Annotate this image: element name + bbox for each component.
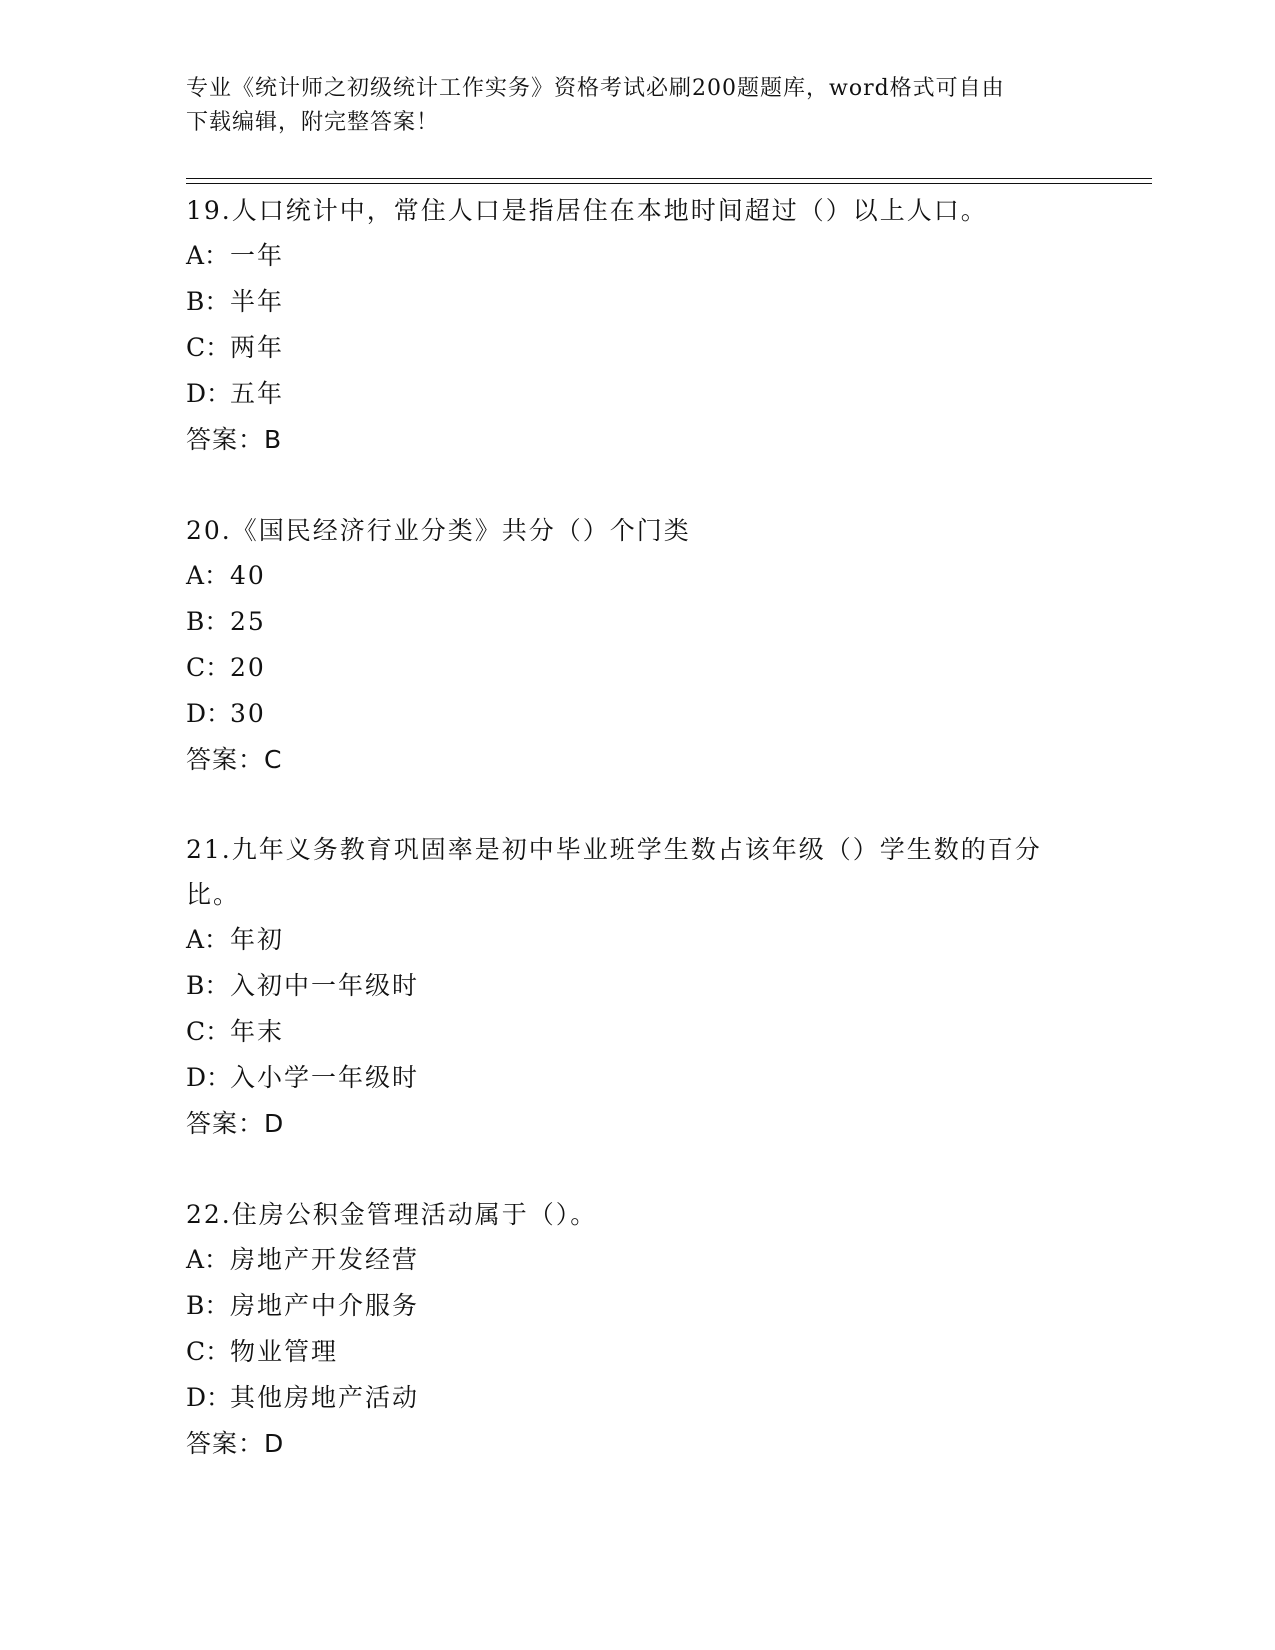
answer-line: 答案：B xyxy=(186,425,283,454)
option-text: 物业管理 xyxy=(230,1337,339,1366)
option-label: A： xyxy=(186,925,230,954)
option-label: C： xyxy=(186,1337,231,1366)
question-text: 19.人口统计中，常住人口是指居住在本地时间超过（）以上人口。 xyxy=(186,196,988,225)
option-c xyxy=(186,645,1086,691)
option-label: D： xyxy=(186,699,232,728)
option-a xyxy=(186,1237,1086,1283)
option-b xyxy=(186,1283,1086,1329)
option-d xyxy=(186,371,1086,417)
option-b xyxy=(186,963,1086,1009)
option-text: 房地产开发经营 xyxy=(230,1245,420,1274)
question-text: 21.九年义务教育巩固率是初中毕业班学生数占该年级（）学生数的百分比。 xyxy=(186,835,1042,909)
option-a xyxy=(186,553,1086,599)
option-d xyxy=(186,691,1086,737)
document-header xyxy=(186,72,1086,140)
option-label: B： xyxy=(186,971,230,1000)
option-text: 其他房地产活动 xyxy=(230,1383,420,1412)
option-text: 年末 xyxy=(230,1017,285,1046)
option-text: 一年 xyxy=(230,241,285,270)
option-label: B： xyxy=(186,287,230,316)
option-label: A： xyxy=(186,241,230,270)
option-c xyxy=(186,1329,1086,1375)
option-a xyxy=(186,233,1086,279)
option-a xyxy=(186,917,1086,963)
answer-line: 答案：D xyxy=(186,1109,285,1138)
option-label: D： xyxy=(186,1383,232,1412)
option-d xyxy=(186,1375,1086,1421)
option-b xyxy=(186,599,1086,645)
answer-line: 答案：D xyxy=(186,1429,285,1458)
option-label: C： xyxy=(186,1017,231,1046)
option-label: B： xyxy=(186,1291,230,1320)
option-text: 两年 xyxy=(230,333,285,362)
question-block xyxy=(186,508,1086,783)
option-text: 年初 xyxy=(230,925,285,954)
option-label: B： xyxy=(186,607,230,636)
option-text: 40 xyxy=(230,561,266,590)
question-block xyxy=(186,188,1086,463)
option-text: 25 xyxy=(230,607,266,636)
question-block xyxy=(186,1192,1086,1467)
option-text: 30 xyxy=(230,699,266,728)
option-c xyxy=(186,325,1086,371)
option-label: D： xyxy=(186,379,232,408)
option-text: 入小学一年级时 xyxy=(230,1063,420,1092)
option-label: A： xyxy=(186,1245,230,1274)
option-text: 五年 xyxy=(230,379,285,408)
option-b xyxy=(186,279,1086,325)
option-label: C： xyxy=(186,333,231,362)
question-block xyxy=(186,827,1086,1147)
header-line-2: 下载编辑，附完整答案！ xyxy=(186,110,440,135)
option-label: A： xyxy=(186,561,230,590)
option-label: C： xyxy=(186,653,231,682)
answer-line: 答案：C xyxy=(186,745,283,774)
option-d xyxy=(186,1055,1086,1101)
option-text: 房地产中介服务 xyxy=(230,1291,420,1320)
question-text: 22.住房公积金管理活动属于（）。 xyxy=(186,1200,598,1229)
option-c xyxy=(186,1009,1086,1055)
header-line-1: 专业《统计师之初级统计工作实务》资格考试必刷200题题库，word格式可自由 xyxy=(186,76,1005,101)
header-divider-bottom xyxy=(186,183,1152,184)
option-text: 20 xyxy=(230,653,266,682)
header-divider-top xyxy=(186,178,1152,179)
option-text: 半年 xyxy=(230,287,285,316)
option-label: D： xyxy=(186,1063,232,1092)
question-text: 20.《国民经济行业分类》共分（）个门类 xyxy=(186,516,691,545)
option-text: 入初中一年级时 xyxy=(230,971,420,1000)
